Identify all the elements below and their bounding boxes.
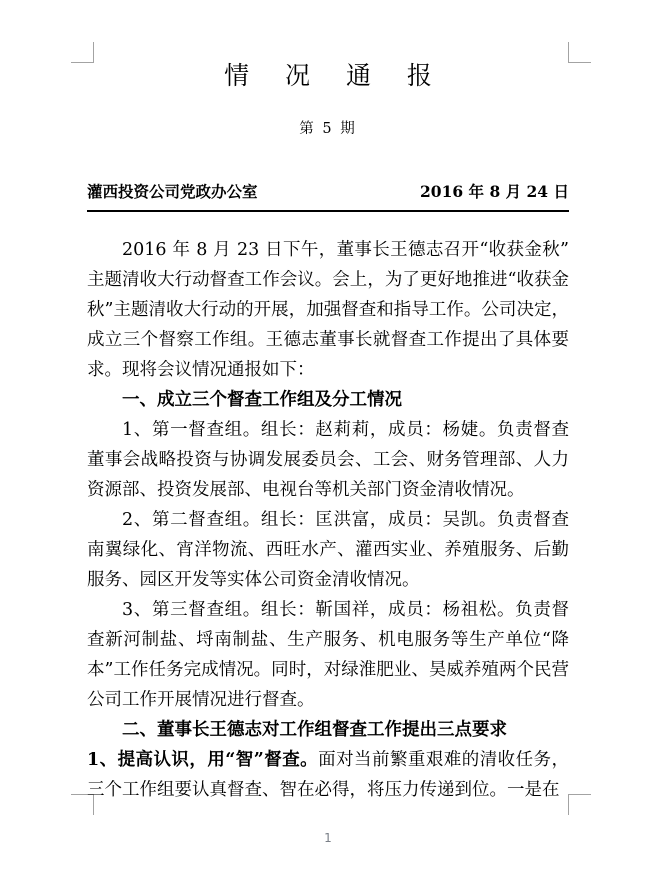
crop-mark-bottom-right	[568, 794, 591, 815]
masthead-office: 灌西投资公司党政办公室	[87, 182, 258, 201]
paragraph-group-1: 1、第一督查组。组长：赵莉莉，成员：杨婕。负责督查董事会战略投资与协调发展委员会、工会、财务管理部、人力资源部、投资发展部、电视台等机关部门资金清收情况。	[87, 420, 569, 500]
requirement-1-lead: 1、提高认识，用“智”督查。	[87, 750, 319, 770]
document-title: 情 况 通 报	[224, 61, 446, 90]
document-body	[87, 235, 569, 805]
document-content	[87, 0, 569, 805]
section-heading-1: 一、成立三个督查工作组及分工情况	[122, 390, 402, 410]
requirement-1-text: 面对当前繁重艰难的清收任务，三个工作组要认真督查、智在必得，将压力传递到位。一是在	[87, 750, 570, 800]
paragraph-requirement-1	[87, 745, 569, 805]
masthead-divider	[87, 210, 569, 212]
masthead	[87, 180, 569, 210]
paragraph-group-2: 2、第二督查组。组长：匡洪富，成员：吴凯。负责督查南翼绿化、宵洋物流、西旺水产、灌西实业、养殖服务、后勤服务、园区开发等实体公司资金清收情况。	[87, 510, 569, 590]
paragraph-group-3: 3、第三督查组。组长：靳国祥，成员：杨祖松。负责督查新河制盐、埒南制盐、生产服务、机电服务等生产单位“降本”工作任务完成情况。同时，对绿淮肥业、昊威养殖两个民营公司工作开展情况进行督查。	[87, 600, 569, 710]
paragraph-intro: 2016 年 8 月 23 日下午，董事长王德志召开“收获金秋”主题清收大行动督查工作会议。会上，为了更好地推进“收获金秋”主题清收大行动的开展，加强督查和指导工作。公司决定，成立三个督察工作组。王德志董事长就督查工作提出了具体要求。现将会议情况通报如下：	[87, 240, 569, 380]
crop-mark-top-right	[568, 42, 591, 63]
masthead-date: 2016 年 8 月 24 日	[420, 182, 569, 201]
page-number: 1	[324, 831, 332, 845]
issue-number: 第 5 期	[299, 121, 357, 137]
section-heading-2: 二、董事长王德志对工作组督查工作提出三点要求	[122, 720, 507, 740]
